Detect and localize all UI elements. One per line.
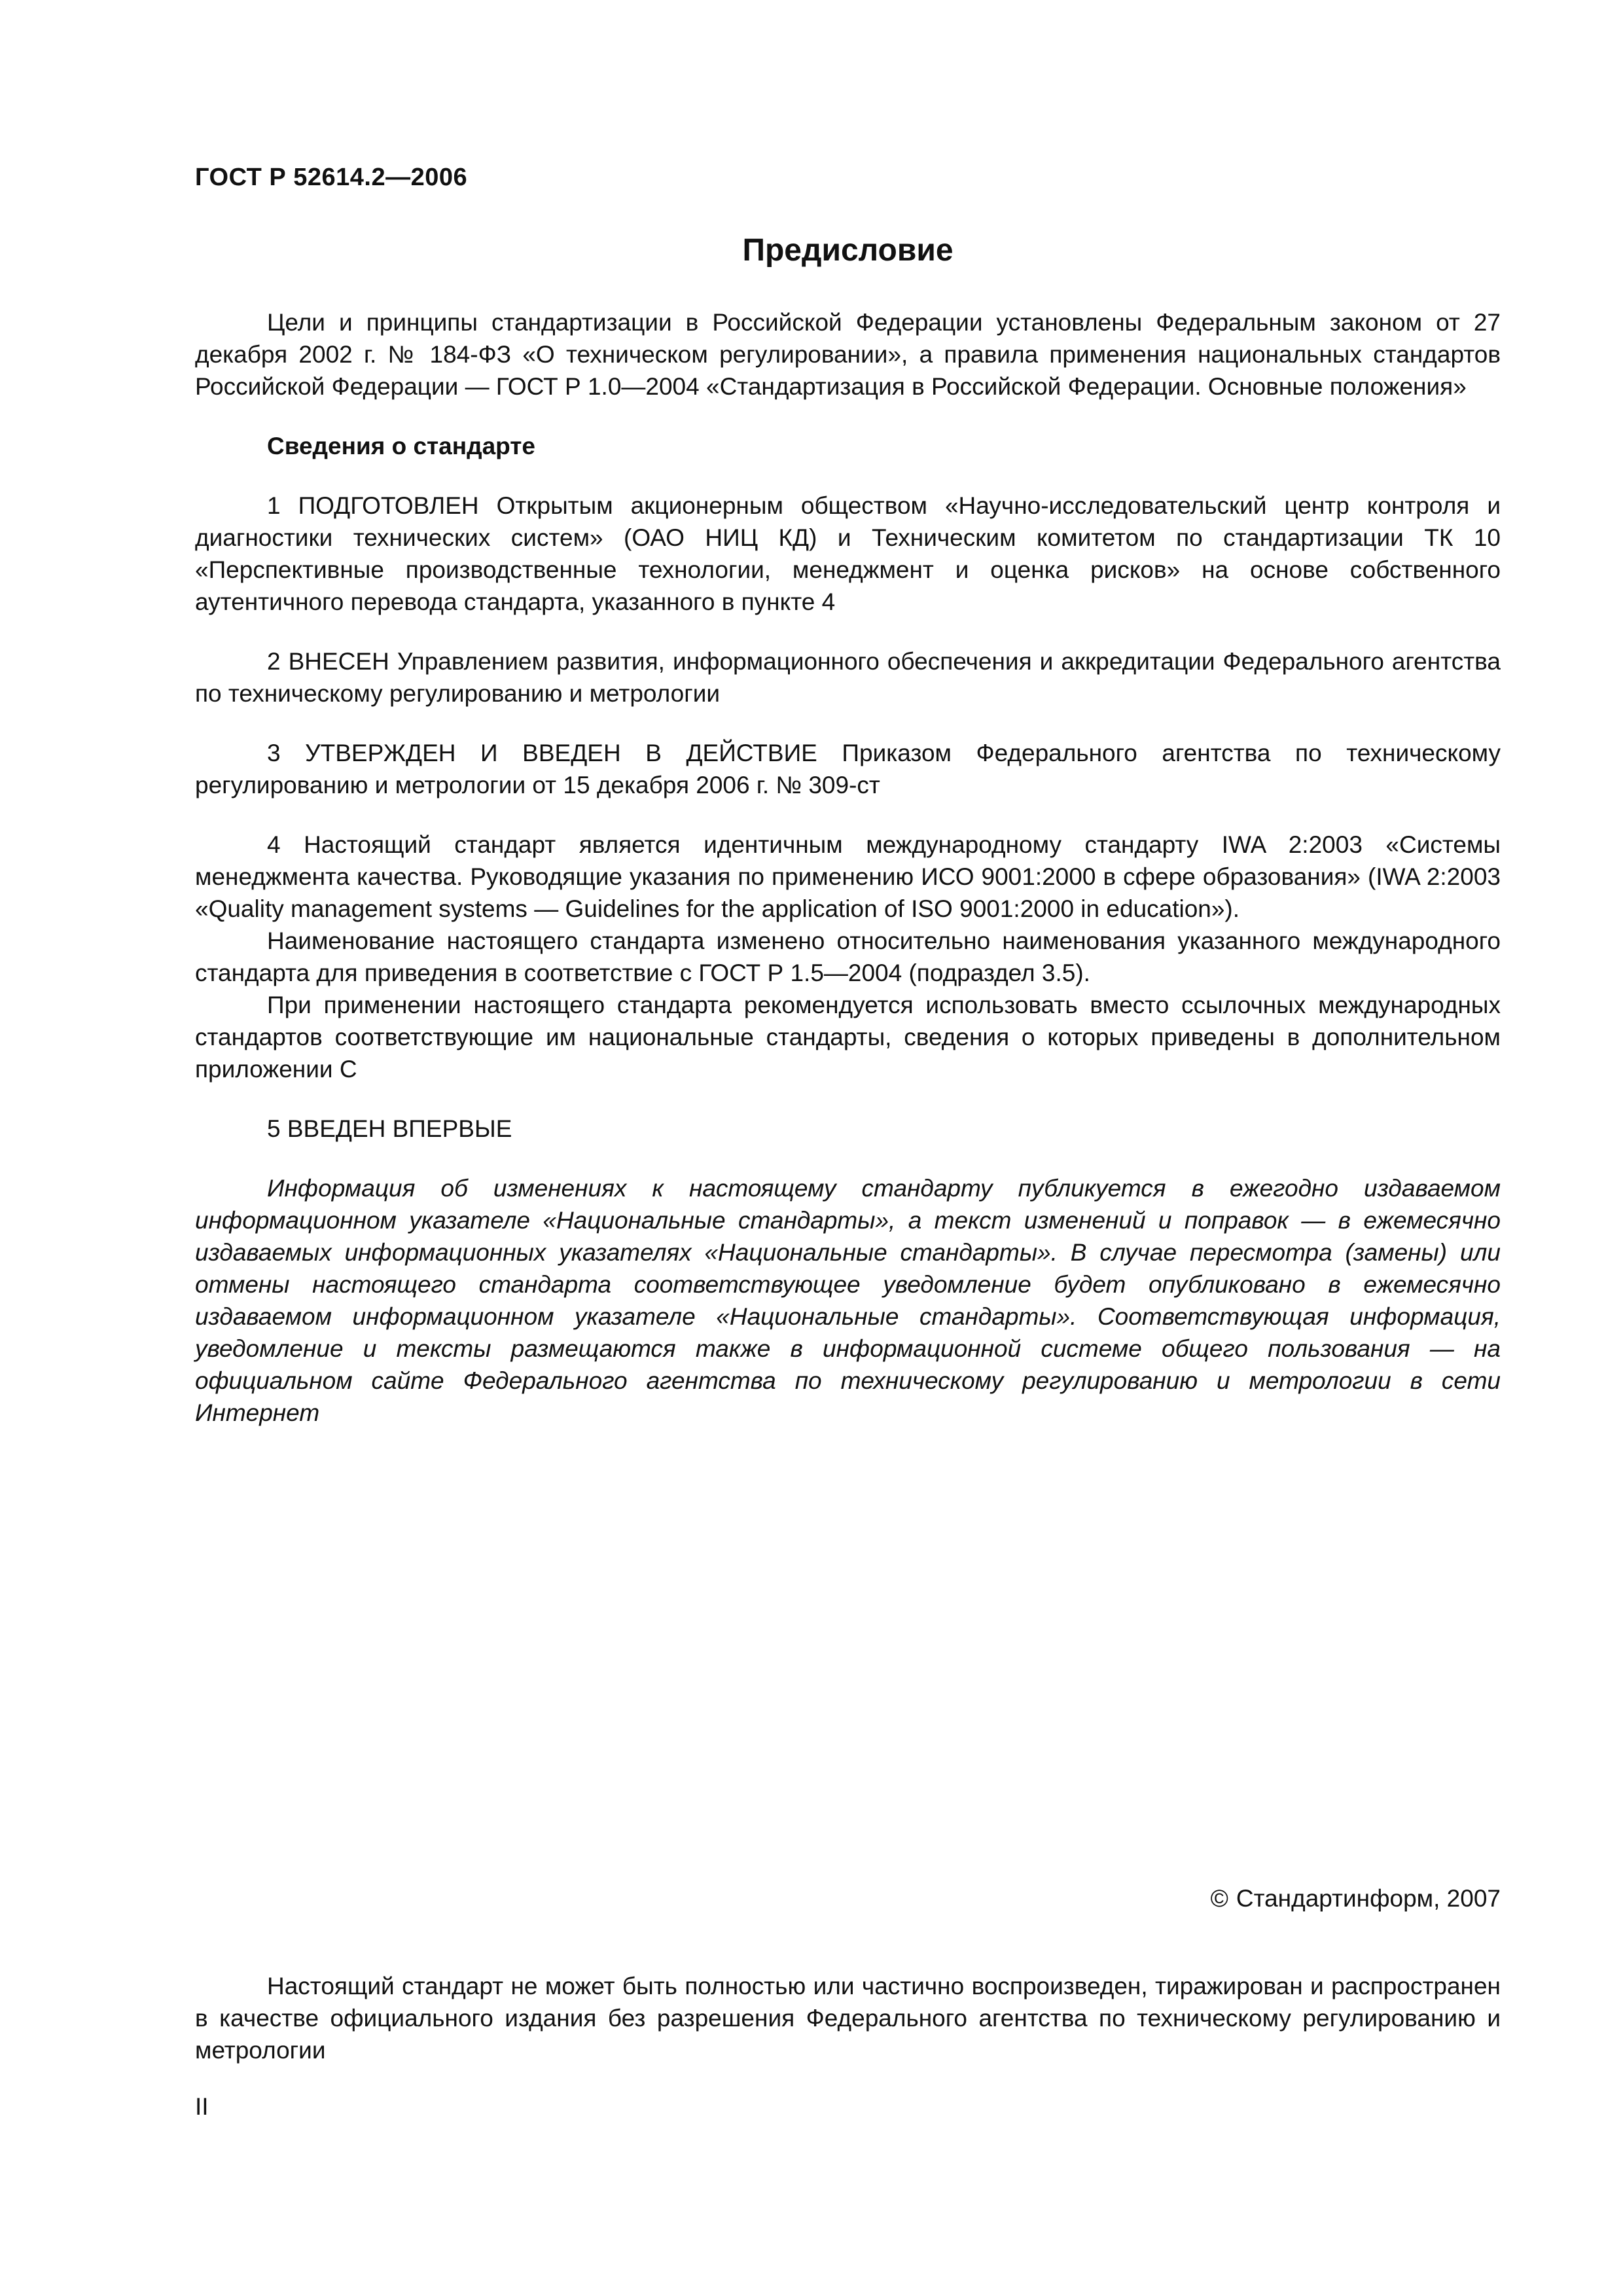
item-3-approved: 3 УТВЕРЖДЕН И ВВЕДЕН В ДЕЙСТВИЕ Приказом Федерального агентства по техническому регулированию и метрологии от 15 декабря 2006 г. № 309-ст	[195, 740, 1501, 798]
item-4-name-change: Наименование настоящего стандарта изменено относительно наименования указанного международного стандарта для приведения в соответствие с ГОСТ Р 1.5—2004 (подраздел 3.5).	[195, 927, 1501, 986]
changes-info-note: Информация об изменениях к настоящему стандарту публикуется в ежегодно издаваемом информационном указателе «Национальные стандарты», а текст изменений и поправок — в ежемесячно издаваемых информационных указателях «Национальные стандарты». В случае пересмотра (замены) или отмены настоящего стандарта соответствующее уведомление будет опубликовано в ежемесячно издаваемом информационном указателе «Национальные стандарты». Соответствующая информация, уведомление и тексты размещаются также в информационной системе общего пользования — на официальном сайте Федерального агентства по техническому регулированию и метрологии в сети Интернет	[195, 1175, 1501, 1426]
foreword-body	[195, 306, 1501, 1429]
intro-paragraph: Цели и принципы стандартизации в Российской Федерации установлены Федеральным законом от 27 декабря 2002 г. № 184-ФЗ «О техническом регулировании», а правила применения национальных стандартов Российской Федерации — ГОСТ Р 1.0—2004 «Стандартизация в Российской Федерации. Основные положения»	[195, 309, 1501, 400]
item-1-prepared: 1 ПОДГОТОВЛЕН Открытым акционерным обществом «Научно-исследовательский центр контроля и диагностики технических систем» (ОАО НИЦ КД) и Техническим комитетом по стандартизации ТК 10 «Перспективные производственные технологии, менеджмент и оценка рисков» на основе собственного аутентичного перевода стандарта, указанного в пункте 4	[195, 492, 1501, 615]
item-5-first-introduced: 5 ВВЕДЕН ВПЕРВЫЕ	[267, 1115, 512, 1142]
copyright-text: Стандартинформ, 2007	[1236, 1885, 1501, 1912]
copyright-line	[195, 1882, 1501, 1914]
item-4-references: При применении настоящего стандарта рекомендуется использовать вместо ссылочных международных стандартов соответствующие им национальные стандарты, сведения о которых приведены в дополнительном приложении С	[195, 992, 1501, 1083]
page-title: Предисловие	[742, 233, 954, 268]
copyright-symbol: ©	[1210, 1885, 1228, 1912]
standard-info-heading: Сведения о стандарте	[267, 433, 535, 459]
item-4-identical: 4 Настоящий стандарт является идентичным международному стандарту IWA 2:2003 «Системы менеджмента качества. Руководящие указания по применению ИСО 9001:2000 в сфере образования» (IWA 2:2003 «Quality management systems — Guidelines for the application of ISO 9001:2000 in education»).	[195, 831, 1501, 922]
document-code: ГОСТ Р 52614.2—2006	[195, 164, 468, 191]
reproduction-notice: Настоящий стандарт не может быть полностью или частично воспроизведен, тиражирован и распространен в качестве официального издания без разрешения Федерального агентства по техническому регулированию и метрологии	[195, 1973, 1501, 2064]
page-number: II	[195, 2093, 209, 2120]
item-2-introduced: 2 ВНЕСЕН Управлением развития, информационного обеспечения и аккредитации Федерального агентства по техническому регулированию и метрологии	[195, 648, 1501, 707]
